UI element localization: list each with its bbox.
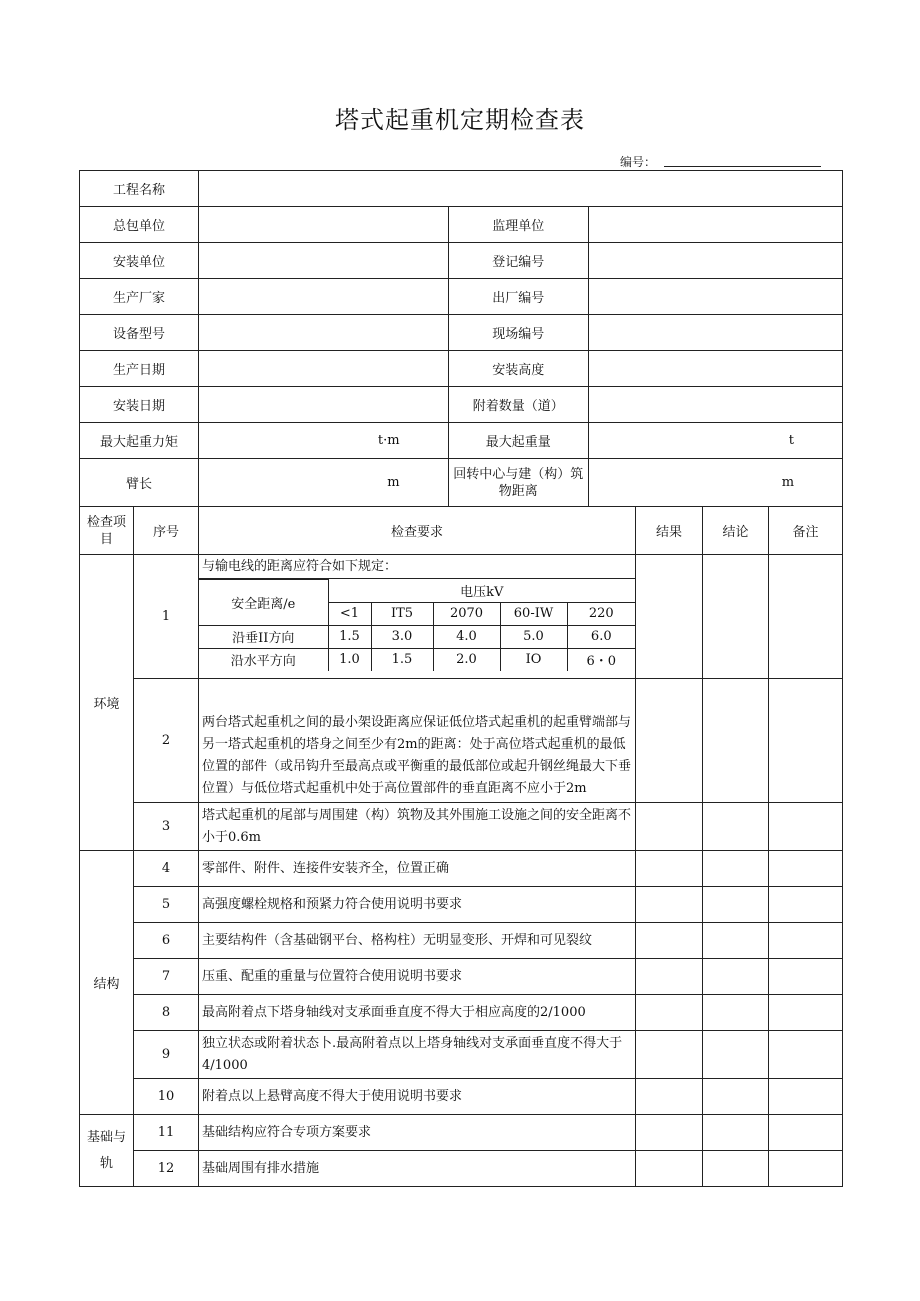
conclusion-cell[interactable] — [703, 679, 769, 803]
remark-cell[interactable] — [769, 887, 843, 923]
conclusion-cell[interactable] — [703, 1031, 769, 1079]
install-height-label: 安装高度 — [448, 351, 588, 387]
production-date-label: 生产日期 — [80, 351, 199, 387]
model-field[interactable] — [199, 315, 449, 351]
horizontal-value: 1.0 — [328, 648, 371, 671]
conclusion-cell[interactable] — [703, 959, 769, 995]
vertical-value: 1.5 — [328, 625, 371, 648]
register-no-field[interactable] — [588, 243, 842, 279]
horizontal-value: 6・0 — [567, 648, 635, 671]
item-requirement: 主要结构件（含基础钢平台、格构柱）无明显变形、开焊和可见裂纹 — [199, 923, 636, 959]
item-requirement: 附着点以上悬臂高度不得大于使用说明书要求 — [199, 1079, 636, 1115]
horizontal-label: 沿水平方向 — [199, 648, 328, 671]
arm-length-label: 臂长 — [80, 459, 199, 507]
voltage-col: 220 — [567, 602, 635, 625]
item-requirement: 两台塔式起重机之间的最小架设距离应保证低位塔式起重机的起重臂端部与另一塔式起重机的塔身之间至少有2m的距离：处于高位塔式起重机的最低位置的部件（或吊钩升至最高点或平衡重的最低部位或起升钢丝绳最大下垂位置）与低位塔式起重机中处于高位置部件的垂直距离不应小于2m — [199, 679, 636, 803]
voltage-col: 60-IW — [500, 602, 567, 625]
conclusion-cell[interactable] — [703, 995, 769, 1031]
install-height-field[interactable] — [588, 351, 842, 387]
item-requirement: 独立状态或附着状态卜.最高附着点以上塔身轴线对支承面垂直度不得大于4/1000 — [199, 1031, 636, 1079]
install-date-field[interactable] — [199, 387, 449, 423]
conclusion-cell[interactable] — [703, 887, 769, 923]
install-date-label: 安装日期 — [80, 387, 199, 423]
result-cell[interactable] — [636, 923, 703, 959]
item-requirement: 压重、配重的重量与位置符合使用说明书要求 — [199, 959, 636, 995]
site-no-label: 现场编号 — [448, 315, 588, 351]
item-requirement-voltage — [199, 555, 636, 679]
result-cell[interactable] — [636, 995, 703, 1031]
group-foundation: 基础与轨 — [80, 1115, 134, 1187]
conclusion-cell[interactable] — [703, 851, 769, 887]
voltage-col: IT5 — [371, 602, 433, 625]
item-no: 4 — [134, 851, 199, 887]
model-label: 设备型号 — [80, 315, 199, 351]
item-no: 8 — [134, 995, 199, 1031]
result-cell[interactable] — [636, 1079, 703, 1115]
item-requirement: 零部件、附件、连接件安装齐全，位置正确 — [199, 851, 636, 887]
factory-no-field[interactable] — [588, 279, 842, 315]
remark-cell[interactable] — [769, 995, 843, 1031]
production-date-field[interactable] — [199, 351, 449, 387]
max-moment-field[interactable]: t·m — [199, 423, 449, 459]
attach-count-label: 附着数量（道） — [448, 387, 588, 423]
result-cell[interactable] — [636, 803, 703, 851]
supervisor-field[interactable] — [588, 207, 842, 243]
arm-length-field[interactable]: m — [199, 459, 449, 507]
vertical-value: 4.0 — [433, 625, 500, 648]
item-no: 3 — [134, 803, 199, 851]
vertical-label: 沿垂II方向 — [199, 625, 328, 648]
remark-cell[interactable] — [769, 1115, 843, 1151]
header-remark: 备注 — [769, 507, 843, 555]
item-no: 2 — [134, 679, 199, 803]
item-no: 11 — [134, 1115, 199, 1151]
remark-cell[interactable] — [769, 1151, 843, 1187]
item-requirement: 基础周围有排水措施 — [199, 1151, 636, 1187]
header-seq: 序号 — [134, 507, 199, 555]
doc-number-label: 编号： — [620, 155, 657, 169]
project-name-field[interactable] — [199, 171, 843, 207]
voltage-table — [199, 579, 635, 671]
conclusion-cell[interactable] — [703, 1151, 769, 1187]
general-contractor-field[interactable] — [199, 207, 449, 243]
remark-cell[interactable] — [769, 803, 843, 851]
conclusion-cell[interactable] — [703, 555, 769, 679]
item-requirement: 最高附着点下塔身轴线对支承面垂直度不得大于相应高度的2/1000 — [199, 995, 636, 1031]
doc-number-field[interactable] — [664, 166, 821, 167]
item-no: 6 — [134, 923, 199, 959]
group-structure: 结构 — [80, 851, 134, 1115]
item-no: 1 — [134, 555, 199, 679]
header-conclusion: 结论 — [703, 507, 769, 555]
max-load-field[interactable]: t — [588, 423, 842, 459]
voltage-col: <1 — [328, 602, 371, 625]
manufacturer-label: 生产厂家 — [80, 279, 199, 315]
install-unit-label: 安装单位 — [80, 243, 199, 279]
remark-cell[interactable] — [769, 851, 843, 887]
vertical-value: 6.0 — [567, 625, 635, 648]
site-no-field[interactable] — [588, 315, 842, 351]
conclusion-cell[interactable] — [703, 923, 769, 959]
rotation-distance-field[interactable]: m — [588, 459, 842, 507]
conclusion-cell[interactable] — [703, 1115, 769, 1151]
header-result: 结果 — [636, 507, 703, 555]
header-requirement: 检查要求 — [199, 507, 636, 555]
item-requirement: 高强度螺栓规格和预紧力符合使用说明书要求 — [199, 887, 636, 923]
manufacturer-field[interactable] — [199, 279, 449, 315]
distance-label: 安全距离/e — [199, 580, 328, 626]
result-cell[interactable] — [636, 887, 703, 923]
result-cell[interactable] — [636, 1151, 703, 1187]
item-no: 10 — [134, 1079, 199, 1115]
result-cell[interactable] — [636, 959, 703, 995]
max-load-label: 最大起重量 — [448, 423, 588, 459]
general-contractor-label: 总包单位 — [80, 207, 199, 243]
conclusion-cell[interactable] — [703, 803, 769, 851]
remark-cell[interactable] — [769, 555, 843, 679]
horizontal-value: 2.0 — [433, 648, 500, 671]
voltage-col: 2070 — [433, 602, 500, 625]
item-requirement: 塔式起重机的尾部与周围建（构）筑物及其外围施工设施之间的安全距离不小于0.6m — [199, 803, 636, 851]
vertical-value: 5.0 — [500, 625, 567, 648]
remark-cell[interactable] — [769, 1079, 843, 1115]
item-no: 5 — [134, 887, 199, 923]
page-title: 塔式起重机定期检查表 — [335, 106, 585, 134]
result-cell[interactable] — [636, 1115, 703, 1151]
supervisor-label: 监理单位 — [448, 207, 588, 243]
item-requirement: 基础结构应符合专项方案要求 — [199, 1115, 636, 1151]
group-environment: 环境 — [80, 555, 134, 851]
max-moment-label: 最大起重力矩 — [80, 423, 199, 459]
vertical-value: 3.0 — [371, 625, 433, 648]
header-category: 检查项目 — [80, 507, 134, 555]
voltage-intro: 与输电线的距离应符合如下规定： — [199, 555, 635, 579]
result-cell[interactable] — [636, 851, 703, 887]
result-cell[interactable] — [636, 555, 703, 679]
rotation-distance-label: 回转中心与建（构）筑物距离 — [448, 459, 588, 507]
result-cell[interactable] — [636, 679, 703, 803]
remark-cell[interactable] — [769, 679, 843, 803]
project-name-label: 工程名称 — [80, 171, 199, 207]
install-unit-field[interactable] — [199, 243, 449, 279]
remark-cell[interactable] — [769, 923, 843, 959]
register-no-label: 登记编号 — [448, 243, 588, 279]
item-no: 7 — [134, 959, 199, 995]
factory-no-label: 出厂编号 — [448, 279, 588, 315]
result-cell[interactable] — [636, 1031, 703, 1079]
remark-cell[interactable] — [769, 959, 843, 995]
voltage-label: 电压kV — [328, 580, 635, 603]
attach-count-field[interactable] — [588, 387, 842, 423]
inspection-table — [79, 170, 843, 1187]
conclusion-cell[interactable] — [703, 1079, 769, 1115]
horizontal-value: IO — [500, 648, 567, 671]
item-no: 12 — [134, 1151, 199, 1187]
item-no: 9 — [134, 1031, 199, 1079]
horizontal-value: 1.5 — [371, 648, 433, 671]
remark-cell[interactable] — [769, 1031, 843, 1079]
